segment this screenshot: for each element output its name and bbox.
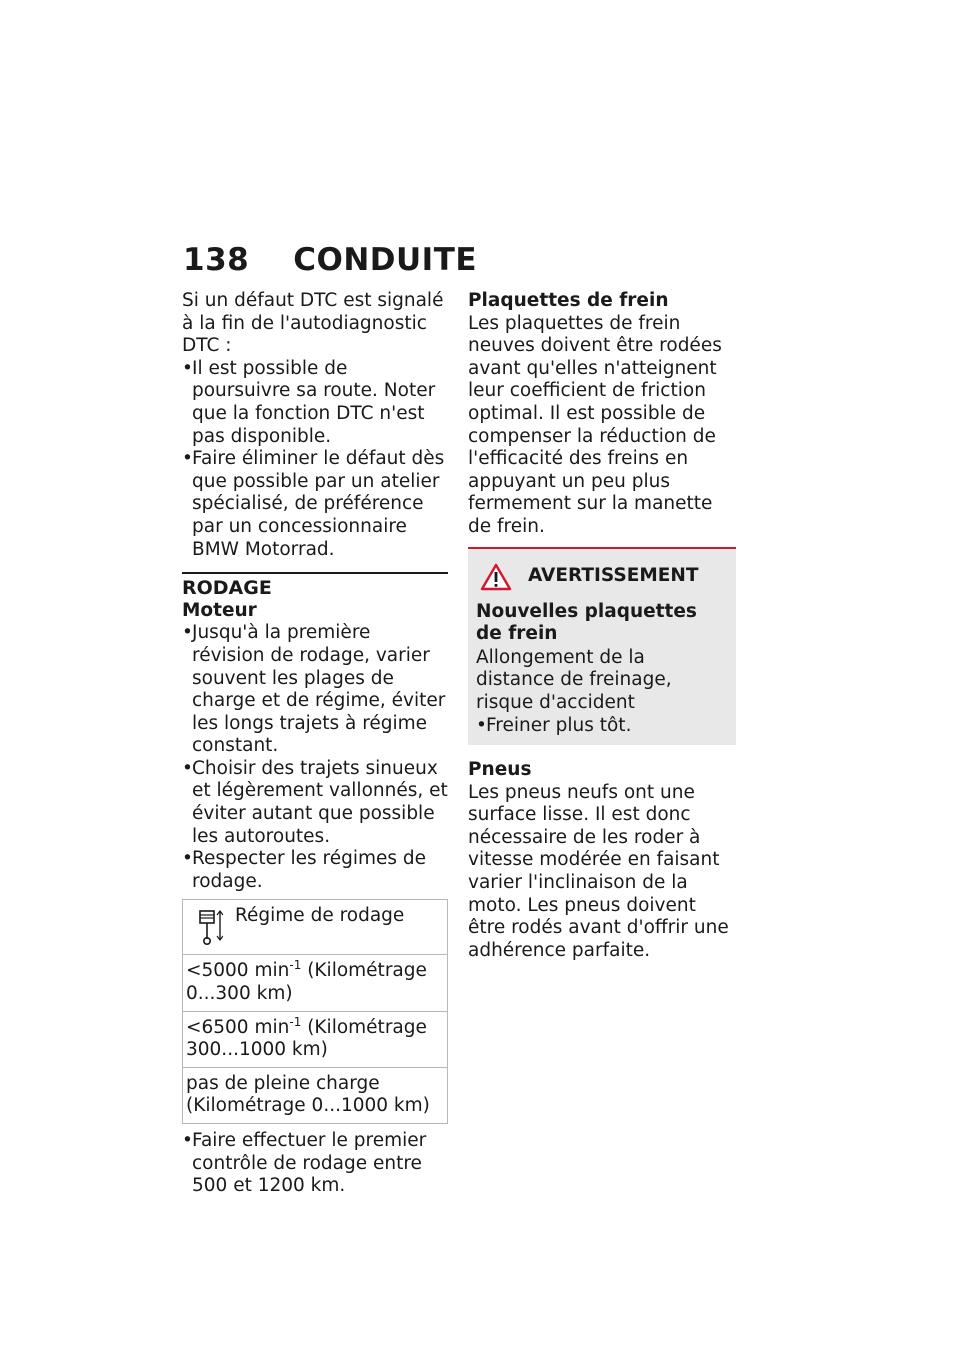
engine-piston-icon [197, 910, 223, 946]
warning-title: Nouvelles plaquettes de frein [476, 600, 697, 645]
list-item: • Choisir des trajets sinueux et légèrement vallonnés, et éviter autant que possible les autoroutes. [182, 758, 448, 848]
warning-header [480, 563, 728, 591]
section-title-rodage: RODAGE [182, 577, 272, 600]
right-column [468, 290, 736, 962]
table-row: <5000 $\min^{-1}$ (Kilométrage 0...300 km) [183, 954, 447, 1010]
warning-box [468, 547, 736, 746]
tyres-heading: Pneus [468, 759, 532, 781]
tyres-text: Les pneus neufs ont une surface lisse. Il est donc nécessaire de les roder à vitesse modérée en faisant varier l'inclinaison de la moto. Les pneus doivent être rodés avant d'offrir une adhérence parfaite. [468, 781, 729, 961]
warning-triangle-icon [480, 563, 512, 591]
warning-bullet-list [476, 715, 728, 738]
table-header-label: Régime de rodage [235, 905, 405, 927]
warning-text: Allongement de la distance de freinage, risque d'accident [476, 646, 672, 713]
list-item: • Jusqu'à la première révision de rodage, varier souvent les plages de charge et de régime, éviter les longs trajets à régime constant. [182, 622, 448, 758]
left-column [182, 290, 448, 1198]
table-row: <6500 $\min^{-1}$ (Kilométrage 300...1000 km) [183, 1011, 447, 1067]
list-item: • Faire éliminer le défaut dès que possible par un atelier spécialisé, de préférence par un concessionnaire BMW Motorrad. [182, 448, 448, 561]
warning-label: AVERTISSEMENT [528, 565, 699, 587]
page-header [183, 242, 477, 278]
engine-heading: Moteur [182, 599, 257, 621]
list-item: • Faire effectuer le premier contrôle de rodage entre 500 et 1200 km. [182, 1130, 448, 1198]
brake-pads-heading: Plaquettes de frein [468, 290, 669, 311]
dtc-bullet-list [182, 358, 448, 561]
list-item: • Freiner plus tôt. [476, 715, 728, 738]
dtc-intro: Si un défaut DTC est signalé à la fin de l'autodiagnostic DTC : [182, 290, 444, 357]
chapter-title: CONDUITE [293, 242, 478, 278]
list-item: • Respecter les régimes de rodage. [182, 848, 448, 893]
engine-bullet-list [182, 622, 448, 893]
section-divider [182, 572, 448, 574]
page-number: 138 [183, 242, 250, 278]
table-row: pas de pleine charge (Kilométrage 0...1000 km) [183, 1067, 447, 1123]
final-bullet-list [182, 1130, 448, 1198]
break-in-table [182, 899, 448, 1124]
list-item: • Il est possible de poursuivre sa route. Noter que la fonction DTC n'est pas disponible. [182, 358, 448, 448]
table-header-row [183, 900, 447, 954]
brake-pads-text: Les plaquettes de frein neuves doivent être rodées avant qu'elles n'atteignent leur coefficient de friction optimal. Il est possible de compenser la réduction de l'efficacité des freins en appuyant un peu plus fermement sur la manette de frein. [468, 312, 722, 537]
